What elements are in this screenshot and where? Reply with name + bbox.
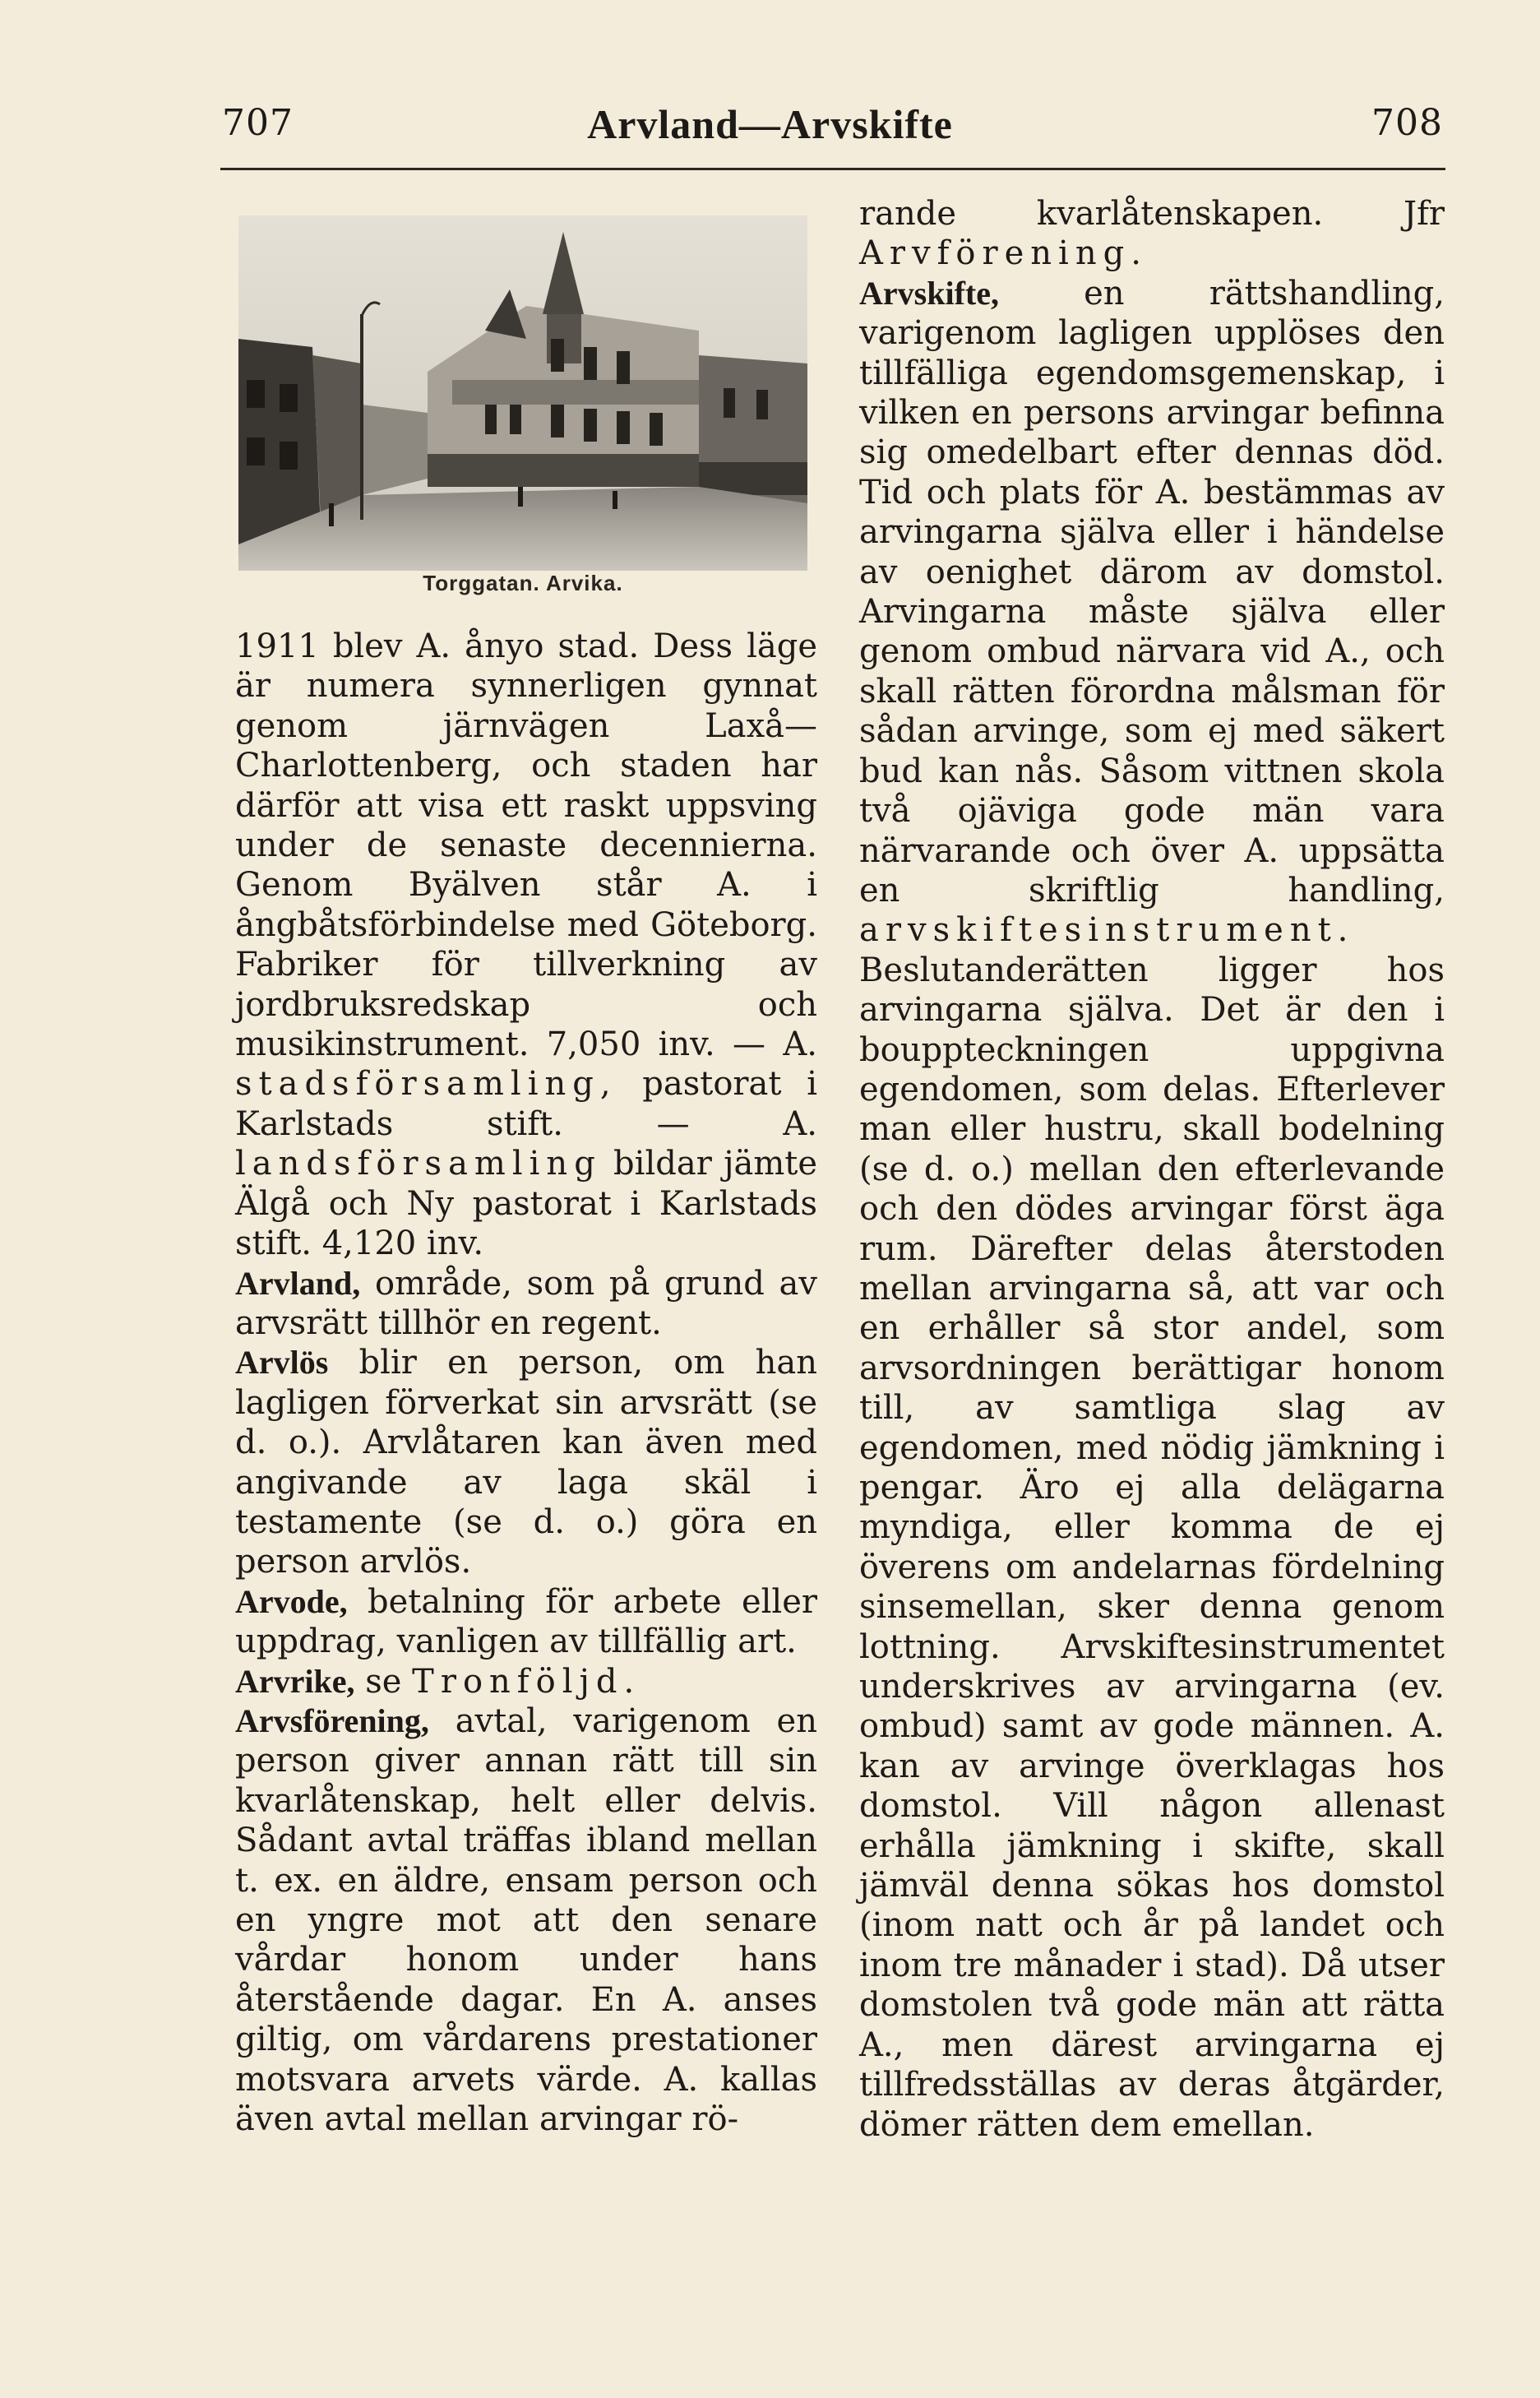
entry-arvlos (235, 1343, 817, 1581)
figure (238, 215, 807, 610)
entry-term: Arvrike, (235, 1662, 355, 1700)
entry-text: område, som på grund av arvsrätt tillhör en regent. (235, 1264, 817, 1342)
text-run: pastorat i Karlstads stift. — A. (235, 1065, 817, 1143)
entry-term: Arvland, (235, 1264, 361, 1302)
entry-term: Arvskifte, (859, 274, 999, 312)
entry-text: avtal, varigenom en person giver annan rätt till sin kvarlåtenskap, helt eller delvis. Sådant avtal träffas ibland mellan t. ex. en äldre, ensam person och en yngre mot att den senare vårdar honom under hans återstående dagar. En A. anses giltig, om vårdarens prestationer motsvara arvets värde. A. kallas även avtal mellan arvingar rö- (235, 1701, 817, 2139)
entry-text: betalning för arbete eller uppdrag, vanligen av tillfällig art. (235, 1582, 817, 1661)
spaced-term: arvskiftesinstrument. (859, 911, 1355, 950)
arvsforening-continuation (859, 194, 1445, 274)
text-run: rande kvarlåtenskapen. Jfr (859, 195, 1445, 233)
entry-text: blir en person, om han lagligen förverkat sin arvsrätt (se d. o.). Arvlåtaren kan även med angivande av laga skäl i testamente (se d. o.) göra en person arvlös. (235, 1344, 817, 1581)
left-column (235, 627, 817, 2139)
cross-reference: Tronföljd. (412, 1662, 641, 1701)
header-rule (220, 168, 1445, 170)
entry-arvskifte (859, 274, 1445, 2145)
running-title: Arvland—Arvskifte (587, 101, 953, 147)
entry-arvland (235, 1264, 817, 1344)
entry-arvrike (235, 1662, 817, 1701)
street-photo (238, 215, 807, 571)
entry-term: Arvlös (235, 1344, 329, 1382)
spaced-term: stadsförsamling, (235, 1065, 617, 1104)
entry-term: Arvode, (235, 1582, 348, 1620)
arvika-entry-continuation (235, 627, 817, 1264)
figure-caption: Torggatan. Arvika. (423, 571, 623, 595)
cross-reference: Arvförening. (859, 234, 1148, 273)
entry-arvode (235, 1582, 817, 1662)
entry-text: se (354, 1662, 413, 1701)
text-run: bildar jämte Älgå och Ny pastorat i Karlstads stift. 4,120 inv. (235, 1145, 817, 1263)
spaced-term: landsförsamling (235, 1145, 602, 1183)
entry-text: Beslutanderätten ligger hos arvingarna själva. Det är den i bouppteckningen uppgivna egendomen, som delas. Efterlever man eller hustru, skall bodelning (se d. o.) mellan den efterlevande och den dödes arvingar först äga rum. Därefter delas återstoden mellan arvingarna så, att var och en erhåller så stor andel, som arvsordningen berättigar honom till, av samtliga slag av egendomen, med nödig jämkning i pengar. Äro ej alla delägarna myndiga, eller komma de ej överens om andelarnas fördelning sinsemellan, sker denna genom lottning. Arvskiftesinstrumentet underskrives av arvingarna (ev. ombud) samt av gode männen. A. kan av arvinge överklagas hos domstol. Vill någon allenast erhålla jämkning i skifte, skall jämväl denna sökas hos domstol (inom natt och år på landet och inom tre månader i stad). Då utser domstolen två gode män att rätta A., men därest arvingarna ej tillfredsställas av deras åtgärder, dömer rätten dem emellan. (859, 951, 1445, 2144)
page-number-left: 707 (222, 102, 294, 144)
page-number-right: 708 (1371, 102, 1443, 144)
entry-arvsforening (235, 1701, 817, 2139)
entry-term: Arvsförening, (235, 1701, 429, 1739)
text-run: 1911 blev A. ånyo stad. Dess läge är numera synnerligen gynnat genom järnvägen Laxå—Charlottenberg, och staden har därför att visa ett raskt uppsving under de senaste decennierna. Genom Byälven står A. i ångbåtsförbindelse med Göteborg. Fabriker för tillverkning av jordbruksredskap och musikinstrument. 7,050 inv. — A. (235, 627, 817, 1064)
entry-text: en rättshandling, varigenom lagligen upplöses den tillfälliga egendomsgemenskap, i vilken en persons arvingar befinna sig omedelbart efter dennas död. Tid och plats för A. bestämmas av arvingarna själva eller i händelse av oenighet därom av domstol. Arvingarna måste själva eller genom ombud närvara vid A., och skall rätten förordna målsman för sådan arvinge, som ej med säkert bud kan nås. Såsom vittnen skola två ojäviga gode män vara närvarande och över A. uppsätta en skriftlig handling, (859, 274, 1445, 910)
right-column (859, 194, 1445, 2145)
